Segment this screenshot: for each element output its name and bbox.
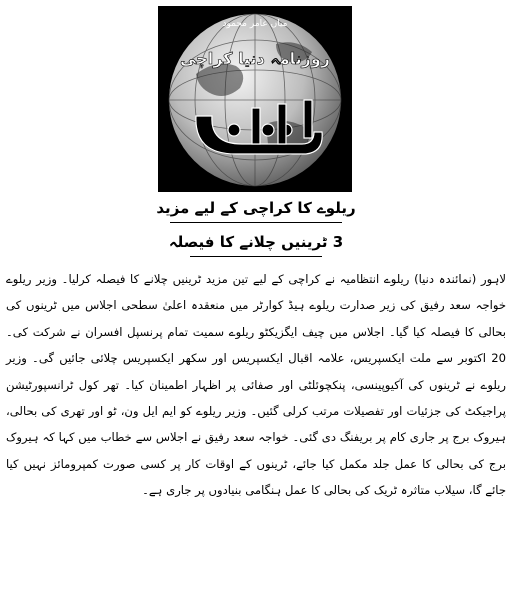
headline-line-2: 3 ٹرینیں چلانے کا فیصلہ	[168, 233, 344, 251]
headline-underline-2	[190, 256, 322, 257]
masthead-publisher-line: میاں عامر محمود	[222, 19, 288, 29]
headline-line-1: ریلوے کا کراچی کے لیے مزید	[156, 199, 356, 217]
masthead-logo-text: روزنامہ دنیا کراچی	[179, 49, 331, 68]
globe-logo-icon	[156, 4, 354, 194]
article-body: لاہور (نمائندہ دنیا) ریلوے انتظامیہ نے کراچی کے لیے تین مزید ٹرینیں چلانے کا فیصلہ کرلیا۔ وزیر ریلوے خواجہ سعد رفیق کی زیر صدارت ریلوے ہیڈ کوارٹر میں منعقدہ اعلیٰ سطحی اجلاس میں ٹرینوں کی بحالی کا فیصلہ کیا گیا۔ اجلاس میں چیف ایگزیکٹو ریلوے سمیت تمام پرنسپل افسران نے شرکت کی۔ 20 اکتوبر سے ملت ایکسپریس، علامہ اقبال ایکسپریس اور سکھر ایکسپریس چلائی جائیں گی۔ وزیر ریلوے نے ٹرینوں کی آکیوپینسی، پنکچوئلٹی اور صفائی پر اظہار اطمینان کیا۔ تھر کول ٹرانسپورٹیشن پراجیکٹ کی جزئیات اور تفصیلات مرتب کرلی گئیں۔ وزیر ریلوے کو ایم ایل ون، ٹو اور تھری کی بحالی، ہیروک برج پر جاری کام پر بریفنگ دی گئی۔ خواجہ سعد رفیق نے اجلاس سے خطاب میں کہا کہ ہیروک برج کی بحالی کا عمل جلد مکمل کیا جائے، ٹرینوں کے اوقات کار پر کسی صورت کمپرومائز نہیں کیا جائے گا، سیلاب متاثرہ ٹریک کی بحالی کا عمل ہنگامی بنیادوں پر جاری ہے۔	[6, 272, 506, 498]
newspaper-masthead-logo	[156, 4, 354, 194]
headline-underline-1	[170, 222, 342, 223]
